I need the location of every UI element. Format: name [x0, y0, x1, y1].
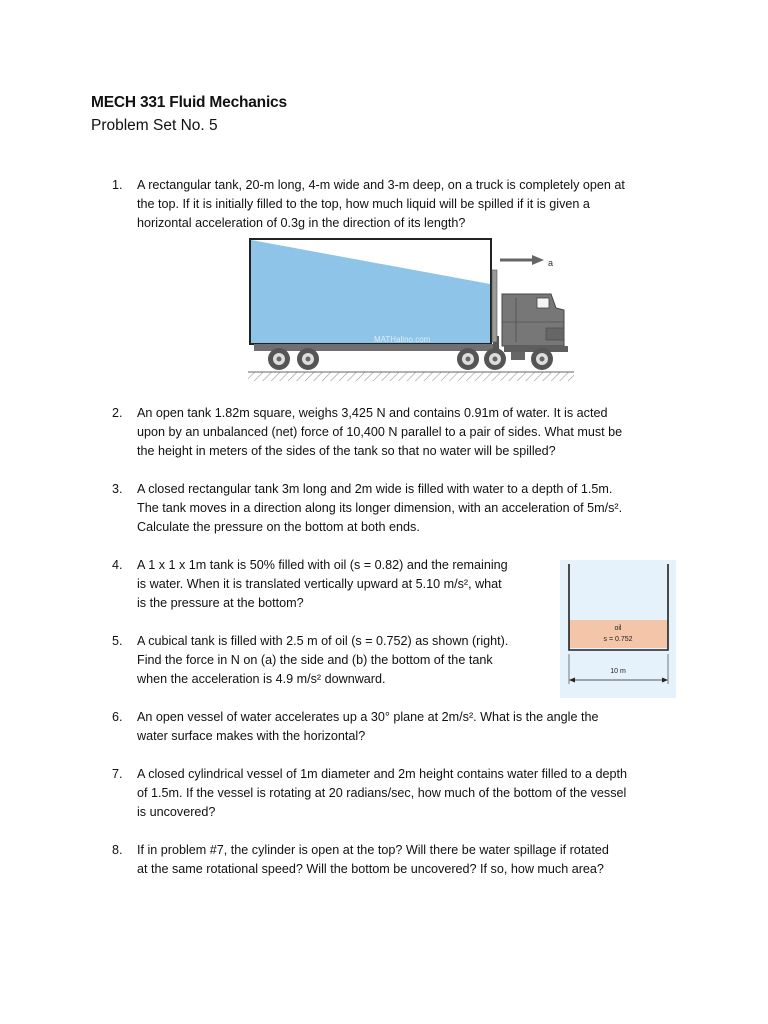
problem-text-line: the top. If it is initially filled to the top, how much liquid will be spilled if it is given a [137, 197, 590, 211]
svg-text:a: a [548, 258, 554, 268]
problem-2 [112, 404, 622, 461]
problem-3 [112, 480, 622, 537]
cab-window [537, 298, 549, 308]
problem-text-line: water surface makes with the horizontal? [137, 729, 366, 743]
problem-text-line: is uncovered? [137, 805, 216, 819]
problem-text-line: A rectangular tank, 20-m long, 4-m wide and 3-m deep, on a truck is completely open at [137, 178, 625, 192]
problem-4 [112, 556, 508, 613]
problem-text-line: A cubical tank is filled with 2.5 m of oil (s = 0.752) as shown (right). [137, 634, 509, 648]
problem-5 [112, 632, 508, 689]
problem-text-line: The tank moves in a direction along its longer dimension, with an acceleration of 5m/s². [137, 501, 623, 515]
problem-number: 4. [112, 558, 123, 572]
exhaust-stack [492, 270, 497, 342]
wheel [268, 348, 290, 370]
problem-number: 7. [112, 767, 123, 781]
water-surface [251, 240, 490, 343]
problem-number: 5. [112, 634, 123, 648]
problem-1 [112, 176, 625, 233]
problem-number: 1. [112, 178, 123, 192]
problem-8 [112, 841, 609, 879]
acceleration-arrow [500, 255, 553, 268]
problem-text-line: when the acceleration is 4.9 m/s² downward. [137, 672, 386, 686]
truck-tank-figure [246, 236, 576, 386]
problem-text-line: An open tank 1.82m square, weighs 3,425 N and contains 0.91m of water. It is acted [137, 406, 608, 420]
problem-text-line: at the same rotational speed? Will the bottom be uncovered? If so, how much area? [137, 862, 604, 876]
wheel [484, 348, 506, 370]
wheel [457, 348, 479, 370]
problem-text-line: A closed rectangular tank 3m long and 2m wide is filled with water to a depth of 1.5m. [137, 482, 613, 496]
wheel [531, 348, 553, 370]
problem-text-line: A 1 x 1 x 1m tank is 50% filled with oil (s = 0.82) and the remaining [137, 558, 508, 572]
page-subtitle: Problem Set No. 5 [91, 117, 218, 134]
problem-text-line: A closed cylindrical vessel of 1m diameter and 2m height contains water filled to a depth [137, 767, 628, 781]
page-title: MECH 331 Fluid Mechanics [91, 94, 287, 111]
width-label: 10 m [610, 668, 626, 675]
problem-7 [112, 765, 627, 822]
problem-text-line: is the pressure at the bottom? [137, 596, 304, 610]
problem-number: 3. [112, 482, 123, 496]
problem-text-line: upon by an unbalanced (net) force of 10,400 N parallel to a pair of sides. What must be [137, 425, 623, 439]
problem-number: 6. [112, 710, 123, 724]
problem-text-line: the height in meters of the sides of the tank so that no water will be spilled? [137, 444, 556, 458]
problem-text-line: is water. When it is translated vertically upward at 5.10 m/s², what [137, 577, 502, 591]
problem-text-line: If in problem #7, the cylinder is open at the top? Will there be water spillage if rotated [137, 843, 609, 857]
problem-text-line: horizontal acceleration of 0.3g in the direction of its length? [137, 216, 466, 230]
problem-number: 2. [112, 406, 123, 420]
problem-number: 8. [112, 843, 123, 857]
wheel [297, 348, 319, 370]
problem-text-line: Calculate the pressure on the bottom at both ends. [137, 520, 420, 534]
ground [248, 372, 574, 381]
problem-text-line: of 1.5m. If the vessel is rotating at 20 radians/sec, how much of the bottom of the vessel [137, 786, 627, 800]
oil-sg-label: s = 0.752 [603, 636, 633, 643]
problem-text-line: Find the force in N on (a) the side and (b) the bottom of the tank [137, 653, 493, 667]
oil-label: oil [614, 625, 622, 632]
oil-tank-figure [560, 560, 676, 698]
problem-6 [112, 708, 598, 746]
trailer-deck [254, 344, 494, 351]
watermark: MATHalino.com [374, 335, 431, 344]
problem-text-line: An open vessel of water accelerates up a 30° plane at 2m/s². What is the angle the [137, 710, 599, 724]
